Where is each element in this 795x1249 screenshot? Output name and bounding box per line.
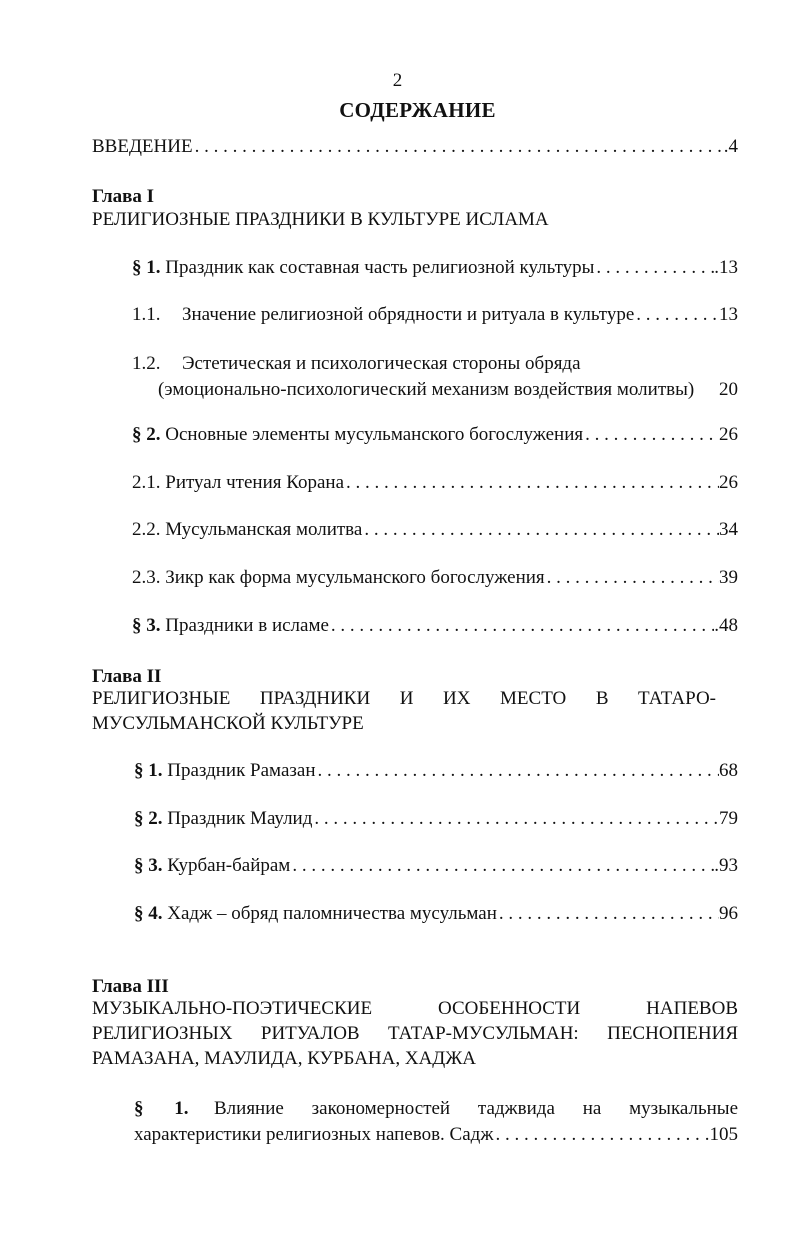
page-title: СОДЕРЖАНИЕ <box>339 98 496 122</box>
toc-page-number: 26 <box>719 472 738 493</box>
leader-dots <box>344 472 719 494</box>
leader-dots <box>329 615 714 637</box>
toc-entry <box>132 615 738 641</box>
toc-entry-label: Праздник как составная часть религиозной культуры <box>160 257 595 278</box>
section-number: 2.2. <box>132 519 161 540</box>
chapter-title-line1: МУЗЫКАЛЬНО-ПОЭТИЧЕСКИЕ ОСОБЕННОСТИ НАПЕВОВ <box>92 998 738 1019</box>
toc-page-number: 34 <box>719 519 738 540</box>
section-number: § 2. <box>132 424 161 445</box>
page-number: 2 <box>392 70 403 91</box>
toc-entry <box>132 351 738 403</box>
toc-page-number: 68 <box>719 760 738 781</box>
toc-page-number: 96 <box>719 903 738 924</box>
section-number: § 2. <box>134 808 163 829</box>
leader-dots <box>545 567 719 589</box>
toc-entry-label-line1: Влияние закономерностей таджвида на музыкальные <box>214 1098 738 1119</box>
section-number: § 1. <box>134 760 163 781</box>
leader-dots <box>290 855 714 877</box>
section-number: 1.2. <box>132 353 161 374</box>
toc-entry-label: Праздник Рамазан <box>162 760 316 781</box>
toc-entry <box>134 760 738 786</box>
section-number: § 4. <box>134 903 163 924</box>
toc-entry <box>132 424 738 450</box>
toc-entry <box>132 304 738 330</box>
leader-dots <box>193 136 724 158</box>
leader-dots <box>497 903 719 925</box>
toc-entry-label: Курбан-байрам <box>162 855 291 876</box>
toc-entry-label: Зикр как форма мусульманского богослужения <box>160 567 545 588</box>
toc-entry <box>132 472 738 498</box>
section-number: § 3. <box>132 615 161 636</box>
chapter-title-line1: РЕЛИГИОЗНЫЕ ПРАЗДНИКИ И ИХ МЕСТО В ТАТАРО- <box>92 688 716 709</box>
section-number: 2.3. <box>132 567 161 588</box>
toc-entry-label: Мусульманская молитва <box>160 519 363 540</box>
toc-entry-intro <box>92 136 738 162</box>
leader-dots <box>493 1122 704 1148</box>
toc-page-number: 13 <box>719 304 738 325</box>
toc-page-number: .13 <box>714 257 738 278</box>
chapter-label: Глава II <box>92 666 162 687</box>
leader-dots <box>594 257 714 279</box>
toc-entry <box>134 1096 738 1148</box>
leader-dots <box>634 304 719 326</box>
chapter-title-line2: РЕЛИГИОЗНЫХ РИТУАЛОВ ТАТАР-МУСУЛЬМАН: ПЕСНОПЕНИЯ <box>92 1023 738 1044</box>
toc-entry <box>132 519 738 545</box>
toc-entry <box>132 567 738 593</box>
toc-entry-label: Значение религиозной обрядности и ритуала в культуре <box>182 304 635 325</box>
leader-dots <box>315 760 719 782</box>
toc-entry-label: Основные элементы мусульманского богослужения <box>160 424 584 445</box>
section-number: 1.1. <box>132 304 161 325</box>
section-number: § 1. <box>132 257 161 278</box>
toc-page-number: 20 <box>719 379 738 400</box>
toc-page-number: 26 <box>719 424 738 445</box>
chapter-title-line2: МУСУЛЬМАНСКОЙ КУЛЬТУРЕ <box>92 713 364 734</box>
section-number: § 3. <box>134 855 163 876</box>
toc-page-number: 39 <box>719 567 738 588</box>
section-number: § 1. <box>134 1098 189 1119</box>
chapter-label: Глава I <box>92 186 155 207</box>
toc-entry-label-line1: Эстетическая и психологическая стороны обряда <box>182 353 581 374</box>
toc-entry <box>132 257 738 283</box>
toc-entry-label: Праздник Маулид <box>162 808 313 829</box>
chapter-label: Глава III <box>92 976 169 997</box>
toc-entry-label-line2: (эмоционально-психологический механизм воздействия молитвы) <box>158 379 695 400</box>
toc-entry <box>134 855 738 881</box>
leader-dots <box>312 808 719 830</box>
leader-dots <box>362 519 719 541</box>
toc-page-number: .105 <box>704 1124 738 1145</box>
toc-page-number: 79 <box>719 808 738 829</box>
toc-entry-label: Праздники в исламе <box>160 615 329 636</box>
toc-entry <box>134 808 738 834</box>
toc-entry-label: ВВЕДЕНИЕ <box>92 136 193 157</box>
toc-entry-label-line2: характеристики религиозных напевов. Садж <box>134 1124 494 1145</box>
leader-dots <box>583 424 719 446</box>
toc-page-number: .4 <box>723 136 738 157</box>
chapter-title-line3: РАМАЗАНА, МАУЛИДА, КУРБАНА, ХАДЖА <box>92 1048 477 1069</box>
toc-page-number: .93 <box>714 855 738 876</box>
toc-entry-label: Хадж – обряд паломничества мусульман <box>162 903 497 924</box>
toc-entry <box>134 903 738 929</box>
chapter-title: РЕЛИГИОЗНЫЕ ПРАЗДНИКИ В КУЛЬТУРЕ ИСЛАМА <box>92 209 549 230</box>
section-number: 2.1. <box>132 472 161 493</box>
toc-page-number: .48 <box>714 615 738 636</box>
toc-entry-label: Ритуал чтения Корана <box>160 472 344 493</box>
